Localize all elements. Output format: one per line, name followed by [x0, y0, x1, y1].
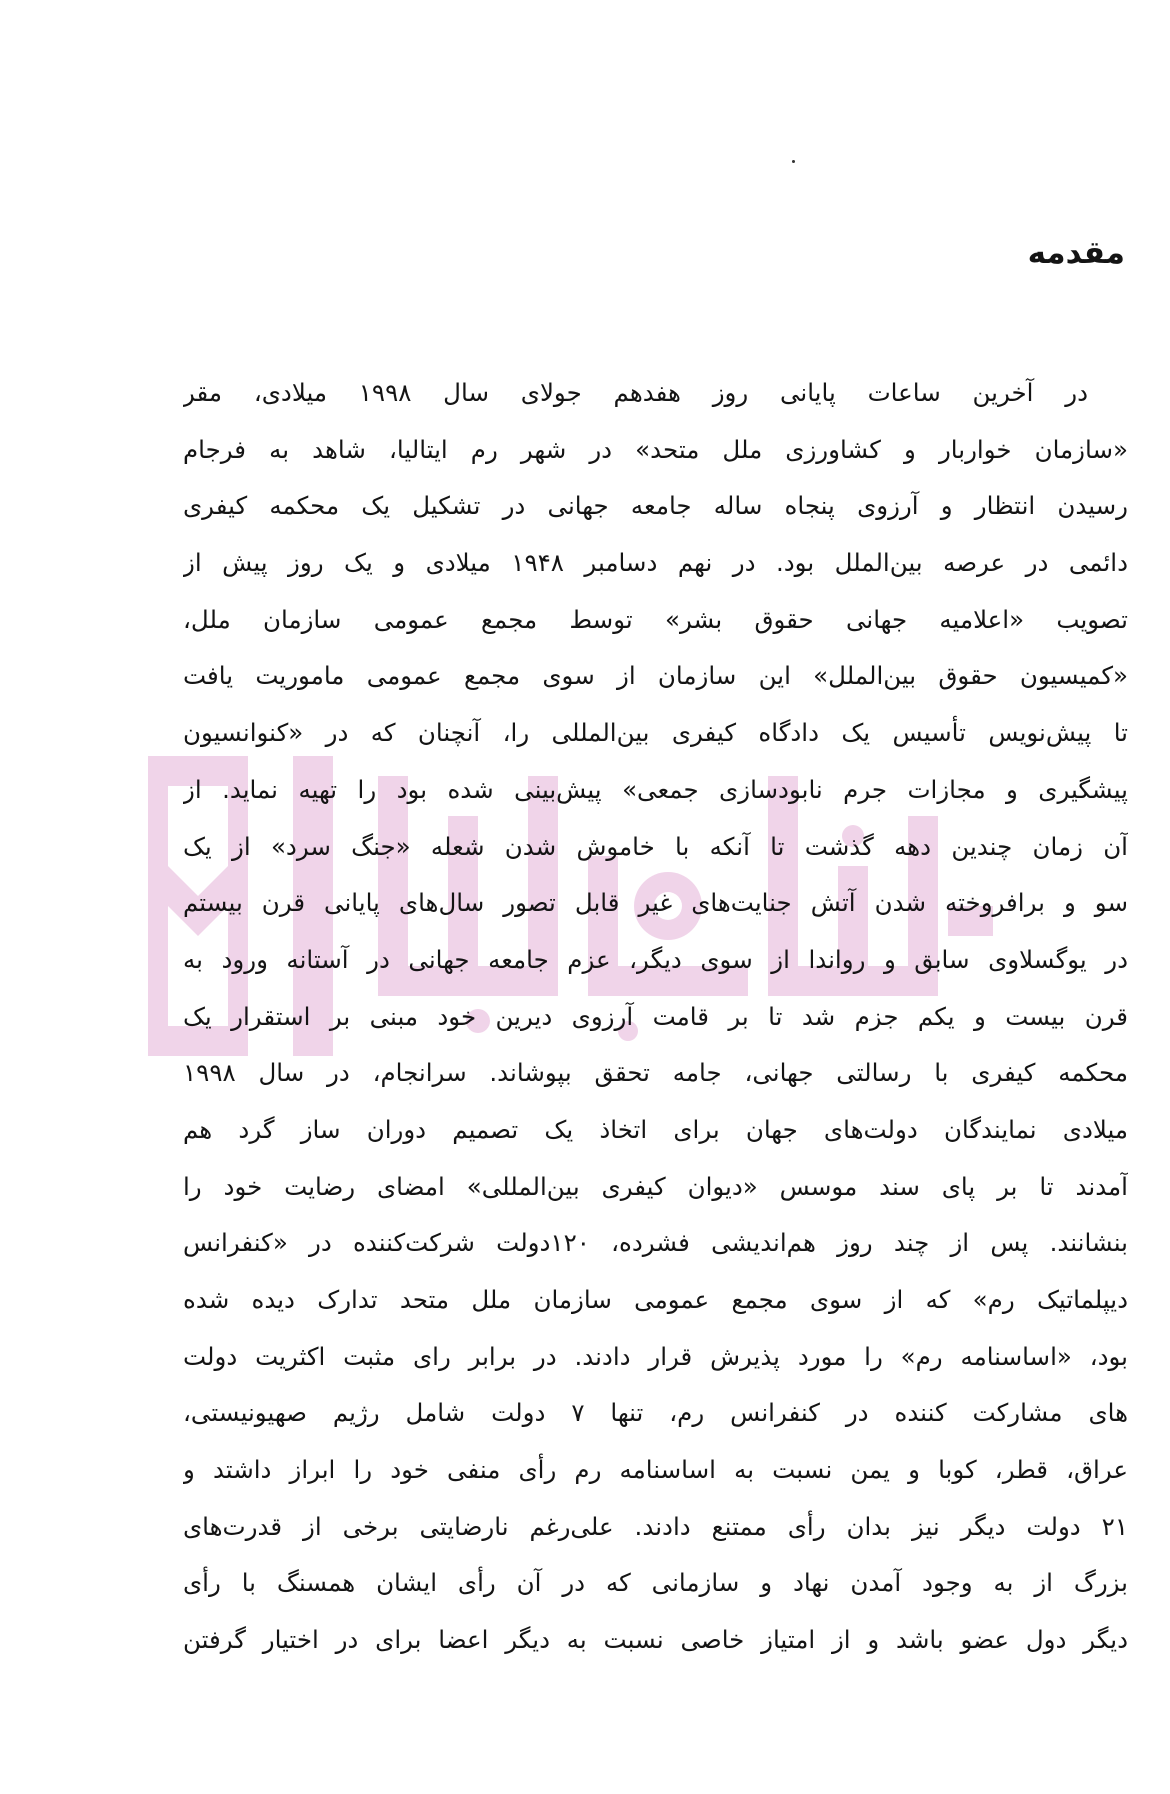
text-line: محکمه کیفری با رسالتی جهانی، جامه تحقق بپوشاند. سرانجام، در سال ۱۹۹۸ — [183, 1058, 1128, 1088]
text-line: دیگر دول عضو باشد و از امتیاز خاصی نسبت به دیگر اعضا برای در اختیار گرفتن — [183, 1625, 1128, 1655]
text-line: آن زمان چندین دهه گذشت تا آنکه با خاموش شدن شعله «جنگ سرد» از یک — [183, 831, 1128, 861]
body-paragraph — [183, 365, 1128, 1669]
text-line: دائمی در عرصه بین‌الملل بود. در نهم دسامبر ۱۹۴۸ میلادی و یک روز پیش از — [183, 548, 1128, 578]
stray-dot — [792, 160, 795, 163]
text-line: «کمیسیون حقوق بین‌الملل» این سازمان از سوی مجمع عمومی ماموریت یافت — [183, 661, 1128, 691]
text-line: بنشانند. پس از چند روز هم‌اندیشی فشرده، ۱۲۰دولت شرکت‌کننده در «کنفرانس — [183, 1228, 1128, 1258]
text-line: سو و برافروخته شدن آتش جنایت‌های غیر قابل تصور سال‌های پایانی قرن بیستم — [183, 888, 1128, 918]
text-line: قرن بیست و یکم جزم شد تا بر قامت آرزوی دیرین خود مبنی بر استقرار یک — [183, 1001, 1128, 1031]
text-line: های مشارکت کننده در کنفرانس رم، تنها ۷ دولت شامل رژیم صهیونیستی، — [183, 1398, 1128, 1428]
text-line: تصویب «اعلامیه جهانی حقوق بشر» توسط مجمع عمومی سازمان ملل، — [183, 604, 1128, 634]
text-line: بود، «اساسنامه رم» را مورد پذیرش قرار دادند. در برابر رای مثبت اکثریت دولت — [183, 1341, 1128, 1371]
text-line: رسیدن انتظار و آرزوی پنجاه ساله جامعه جهانی در تشکیل یک محکمه کیفری — [183, 491, 1128, 521]
text-line: «سازمان خواربار و کشاورزی ملل متحد» در شهر رم ایتالیا، شاهد به فرجام — [183, 434, 1128, 464]
text-line: عراق، قطر، کوبا و یمن نسبت به اساسنامه رم رأی منفی خود را ابراز داشتد و — [183, 1455, 1128, 1485]
text-line: میلادی نمایندگان دولت‌های جهان برای اتخاذ یک تصمیم دوران ساز گرد هم — [183, 1114, 1128, 1144]
text-line: در آخرین ساعات پایانی روز هفدهم جولای سال ۱۹۹۸ میلادی، مقر — [183, 378, 1088, 407]
text-line: ۲۱ دولت دیگر نیز بدان رأی ممتنع دادند. علی‌رغم نارضایتی برخی از قدرت‌های — [183, 1511, 1128, 1541]
text-line: آمدند تا بر پای سند موسس «دیوان کیفری بین‌المللی» امضای رضایت خود را — [183, 1171, 1128, 1201]
text-line: در یوگسلاوی سابق و رواندا از سوی دیگر، عزم جامعه جهانی در آستانه ورود به — [183, 944, 1128, 974]
text-line: پیشگیری و مجازات جرم نابودسازی جمعی» پیش‌بینی شده بود را تهیه نماید. از — [183, 774, 1128, 804]
text-line: تا پیش‌نویس تأسیس یک دادگاه کیفری بین‌المللی را، آنچنان که در «کنوانسیون — [183, 718, 1128, 748]
text-line: بزرگ از به وجود آمدن نهاد و سازمانی که در آن رأی ایشان همسنگ با رأی — [183, 1568, 1128, 1598]
chapter-heading: مقدمه — [1027, 235, 1125, 271]
text-line: دیپلماتیک رم» که از سوی مجمع عمومی سازمان ملل متحد تدارک دیده شده — [183, 1285, 1128, 1314]
